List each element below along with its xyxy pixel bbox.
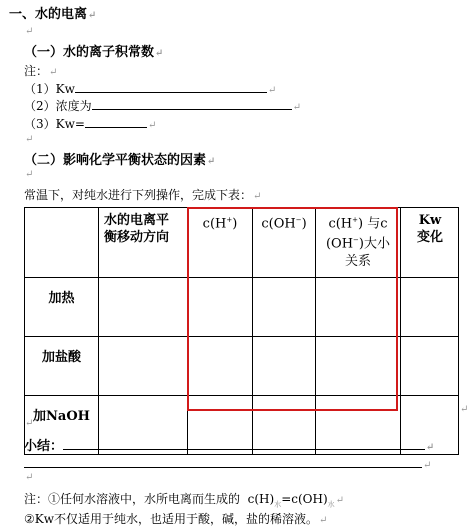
paragraph-mark-icon: ↵ bbox=[423, 460, 432, 471]
table-intro: 常温下，对纯水进行下列操作，完成下表：↵ bbox=[24, 188, 262, 202]
data-table bbox=[24, 207, 459, 455]
header-c-oh: c(OH−) bbox=[253, 208, 316, 278]
subsection-title: （二）影响化学平衡状态的因素↵ bbox=[24, 153, 216, 168]
note-label: 注：↵ bbox=[24, 64, 58, 78]
row-label: 加盐酸 bbox=[25, 337, 99, 396]
summary-label: 小结： ↵ bbox=[24, 435, 434, 454]
paragraph-mark-icon: ↵ bbox=[25, 472, 34, 483]
subsection-title: （一）水的离子积常数↵ bbox=[24, 45, 164, 60]
paragraph-mark-icon: ↵ bbox=[25, 134, 34, 145]
note-item: （1）Kw ↵ bbox=[24, 82, 277, 96]
table-cell[interactable] bbox=[253, 278, 316, 337]
fill-blank[interactable] bbox=[75, 80, 267, 93]
summary-blank[interactable] bbox=[63, 436, 425, 450]
paragraph-mark-icon: ↵ bbox=[88, 10, 97, 21]
table-cell[interactable] bbox=[253, 337, 316, 396]
table-row bbox=[25, 278, 459, 337]
paragraph-mark-icon: ↵ bbox=[319, 515, 328, 526]
row-label: 加NaOH bbox=[25, 396, 99, 455]
paragraph-mark-icon: ↵ bbox=[460, 404, 469, 415]
header-kw: Kw 变化 bbox=[401, 208, 459, 278]
section-title: 一、水的电离↵ bbox=[9, 7, 97, 22]
summary-line bbox=[24, 453, 431, 472]
paragraph-mark-icon: ↵ bbox=[292, 102, 302, 113]
paragraph-mark-icon: ↵ bbox=[207, 156, 216, 167]
summary-blank[interactable] bbox=[24, 454, 422, 468]
row-label: 加热 bbox=[25, 278, 99, 337]
table-cell[interactable] bbox=[316, 278, 401, 337]
header-c-h: c(H+) bbox=[188, 208, 253, 278]
paragraph-mark-icon: ↵ bbox=[267, 85, 277, 96]
fill-blank[interactable] bbox=[92, 97, 292, 110]
note-item: （3）Kw= ↵ bbox=[24, 117, 157, 131]
table-cell[interactable] bbox=[188, 278, 253, 337]
fill-blank[interactable] bbox=[85, 115, 147, 128]
note-item: （2）浓度为 ↵ bbox=[24, 99, 302, 113]
table-cell[interactable] bbox=[99, 278, 188, 337]
table-cell[interactable] bbox=[401, 278, 459, 337]
header-empty bbox=[25, 208, 99, 278]
paragraph-mark-icon: ↵ bbox=[335, 495, 345, 506]
table-cell[interactable] bbox=[316, 337, 401, 396]
table-cell[interactable] bbox=[401, 337, 459, 396]
paragraph-mark-icon: ↵ bbox=[25, 26, 34, 37]
table-cell[interactable] bbox=[99, 337, 188, 396]
bottom-note-1: 注：①任何水溶液中，水所电离而生成的 $c(H)_水=c(OH)_水↵$ bbox=[24, 492, 345, 509]
header-shift-direction: 水的电离平 衡移动方向 bbox=[99, 208, 188, 278]
paragraph-mark-icon: ↵ bbox=[49, 67, 58, 78]
paragraph-mark-icon: ↵ bbox=[426, 442, 435, 453]
bottom-note-2: ②Kw不仅适用于纯水，也适用于酸，碱，盐的稀溶液。↵ bbox=[24, 512, 328, 526]
paragraph-mark-icon: ↵ bbox=[147, 120, 157, 131]
table-cell[interactable] bbox=[188, 337, 253, 396]
paragraph-mark-icon: ↵ bbox=[25, 418, 34, 429]
table-header-row bbox=[25, 208, 459, 278]
paragraph-mark-icon: ↵ bbox=[253, 191, 262, 202]
table-row bbox=[25, 337, 459, 396]
paragraph-mark-icon: ↵ bbox=[155, 48, 164, 59]
paragraph-mark-icon: ↵ bbox=[25, 169, 34, 180]
header-compare: c(H+) 与c (OH−)大小 关系 bbox=[316, 208, 401, 278]
